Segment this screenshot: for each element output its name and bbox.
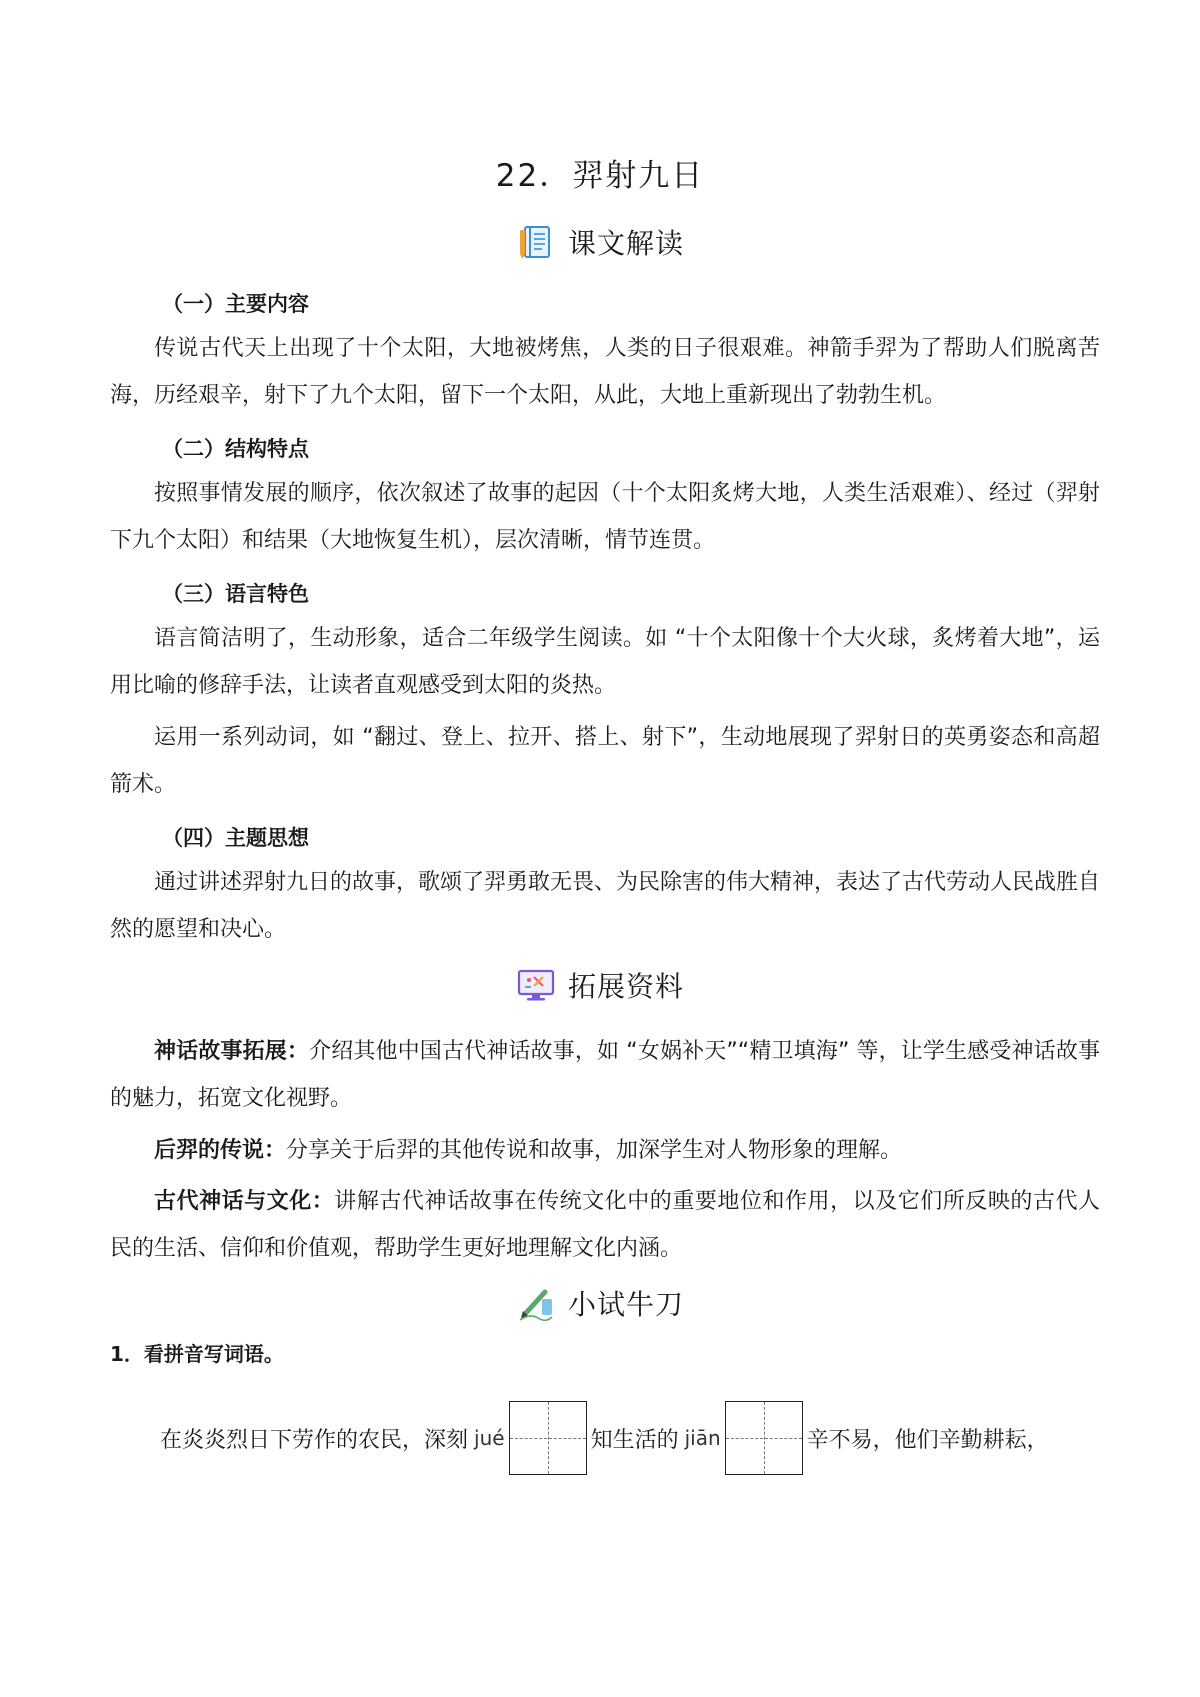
paragraph-myth-extension: [110, 1028, 1100, 1122]
page-title: 22．羿射九日: [495, 158, 705, 194]
section-header-practice: [0, 1278, 1200, 1328]
paragraph-main-content: 传说古代天上出现了十个太阳，大地被烤焦，人类的日子很艰难。神箭手羿为了帮助人们脱离苦海，历经艰辛，射下了九个太阳，留下一个太阳，从此，大地上重新现出了勃勃生机。: [110, 336, 1100, 408]
tianzige-answer-box-2[interactable]: [725, 1401, 803, 1475]
subheading-main-content: （一）主要内容: [162, 292, 309, 316]
section-label-extension: 拓展资料: [567, 970, 684, 1003]
item-label-myth: 神话故事拓展：: [154, 1039, 310, 1064]
pen-writing-icon: [516, 1283, 556, 1323]
paragraph-houyi-legend: [110, 1127, 1100, 1174]
question-text-part-3: 辛不易，他们辛勤耕耘，: [806, 1427, 1049, 1453]
paragraph-language-2: 运用一系列动词，如 “翻过、登上、拉开、搭上、射下”，生动地展现了羿射日的英勇姿态和高超箭术。: [110, 725, 1100, 797]
subheading-structure: （二）结构特点: [162, 437, 309, 461]
section-label-practice: 小试牛刀: [567, 1288, 684, 1321]
monitor-icon: [516, 965, 556, 1005]
question-title: 1．看拼音写词语。: [110, 1342, 284, 1366]
section-header-extension: [0, 960, 1200, 1010]
paragraph-language-1: 语言简洁明了，生动形象，适合二年级学生阅读。如 “十个太阳像十个大火球，炙烤着大地”，运用比喻的修辞手法，让读者直观感受到太阳的炎热。: [110, 626, 1100, 698]
item-label-houyi: 后羿的传说：: [154, 1138, 287, 1163]
pinyin-fill-question: [160, 1398, 1049, 1478]
tianzige-answer-box-1[interactable]: [509, 1401, 587, 1475]
subheading-theme: （四）主题思想: [162, 826, 309, 850]
subheading-language: （三）语言特色: [162, 582, 309, 606]
book-ruler-icon: [516, 222, 556, 262]
paragraph-myth-culture: [110, 1178, 1100, 1272]
question-text-part-2: 知生活的: [590, 1427, 679, 1453]
pinyin-hint-jue: jué: [474, 1426, 505, 1450]
item-label-culture: 古代神话与文化：: [154, 1189, 335, 1214]
item-text-culture: 讲解古代神话故事在传统文化中的重要地位和作用，以及它们所反映的古代人民的生活、信仰和价值观，帮助学生更好地理解文化内涵。: [110, 1189, 1100, 1261]
section-label-reading: 课文解读: [567, 227, 684, 260]
item-text-myth: 介绍其他中国古代神话故事，如 “女娲补天”“精卫填海” 等，让学生感受神话故事的魅力，拓宽文化视野。: [110, 1039, 1100, 1111]
question-text-part-1: 在炎炎烈日下劳作的农民，深刻: [160, 1427, 469, 1453]
pinyin-hint-jian: jiān: [684, 1426, 721, 1450]
section-header-reading: [0, 217, 1200, 267]
item-text-houyi: 分享关于后羿的其他传说和故事，加深学生对人物形象的理解。: [286, 1138, 903, 1163]
paragraph-theme: 通过讲述羿射九日的故事，歌颂了羿勇敢无畏、为民除害的伟大精神，表达了古代劳动人民战胜自然的愿望和决心。: [110, 870, 1101, 942]
paragraph-structure: 按照事情发展的顺序，依次叙述了故事的起因（十个太阳炙烤大地，人类生活艰难）、经过（羿射下九个太阳）和结果（大地恢复生机），层次清晰，情节连贯。: [110, 481, 1100, 553]
